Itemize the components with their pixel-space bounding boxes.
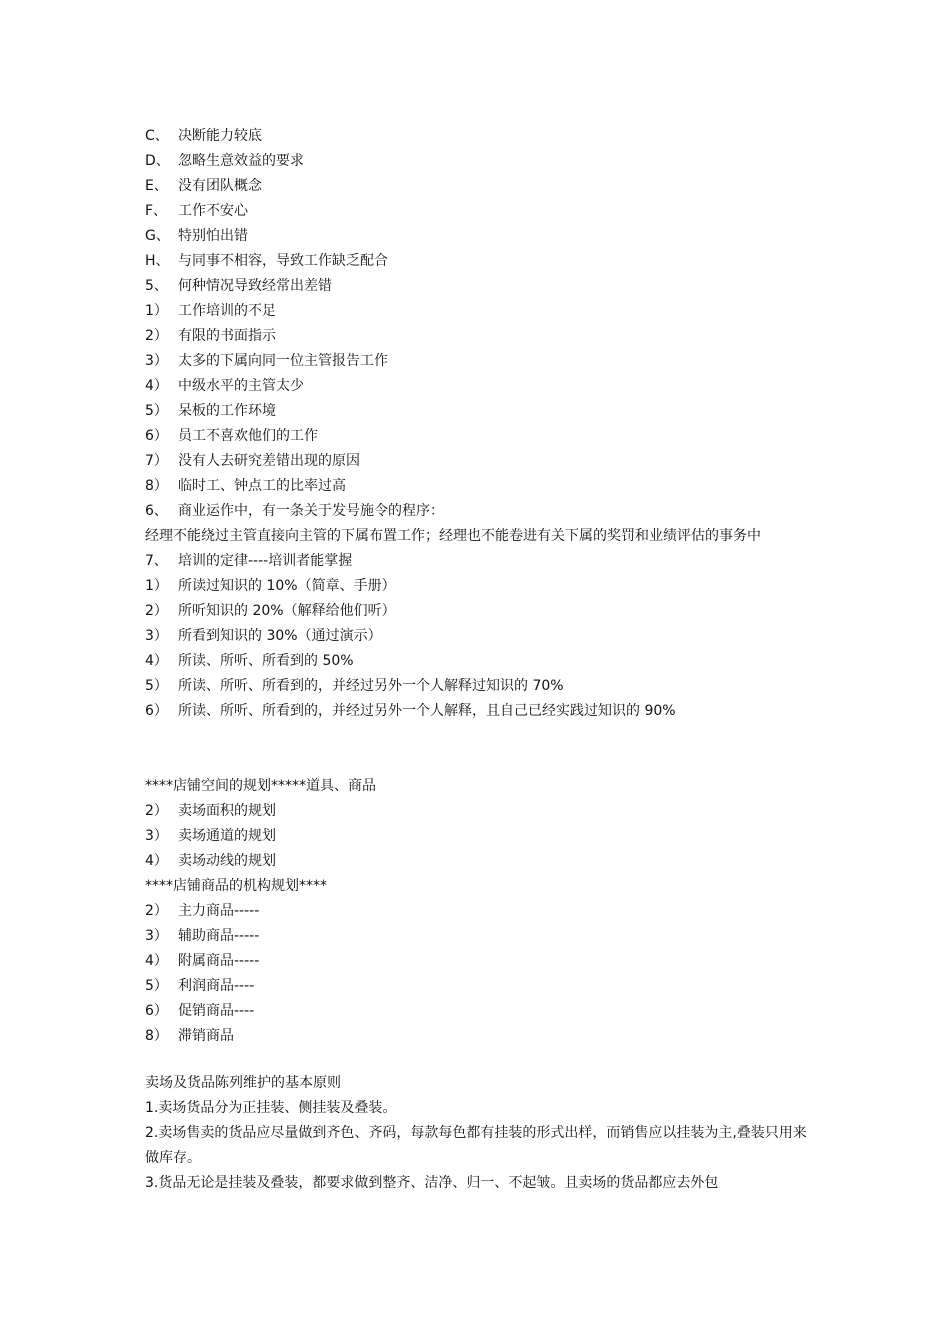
list-item: 4） 卖场动线的规划: [145, 853, 276, 869]
list-item: 5） 利润商品----: [145, 978, 255, 994]
paragraph: 2.卖场售卖的货品应尽量做到齐色、齐码，每款每色都有挂装的形式出样，而销售应以挂装为主,叠装只用来做库存。: [145, 1125, 807, 1166]
list-item: 2） 卖场面积的规划: [145, 803, 276, 819]
list-item: 7） 没有人去研究差错出现的原因: [145, 453, 360, 469]
list-item: C、 决断能力较底: [145, 128, 262, 144]
list-item: 6） 员工不喜欢他们的工作: [145, 428, 318, 444]
document-page: [145, 124, 815, 1196]
list-item: G、 特别怕出错: [145, 228, 248, 244]
list-item: 4） 附属商品-----: [145, 953, 260, 969]
spacer: [145, 1049, 815, 1071]
list-store-space: [145, 799, 815, 874]
list-item: 1） 工作培训的不足: [145, 303, 276, 319]
list-item: E、 没有团队概念: [145, 178, 262, 194]
list-section-5: [145, 299, 815, 499]
list-store-goods: [145, 899, 815, 1049]
display-rules: [145, 1096, 815, 1196]
list-item: D、 忽略生意效益的要求: [145, 153, 304, 169]
list-item: 1） 所读过知识的 10%（简章、手册）: [145, 578, 396, 594]
section-5-heading: 5、 何种情况导致经常出差错: [145, 278, 332, 294]
spacer: [145, 749, 815, 774]
list-item: 6） 促销商品----: [145, 1003, 255, 1019]
list-item: 2） 有限的书面指示: [145, 328, 276, 344]
section-6-paragraph: 经理不能绕过主管直接向主管的下属布置工作；经理也不能卷进有关下属的奖罚和业绩评估的事务中: [145, 528, 761, 544]
paragraph: 1.卖场货品分为正挂装、侧挂装及叠装。: [145, 1100, 397, 1116]
list-item: 4） 所读、所听、所看到的 50%: [145, 653, 354, 669]
display-principles-heading: 卖场及货品陈列维护的基本原则: [145, 1075, 341, 1091]
list-item: 3） 卖场通道的规划: [145, 828, 276, 844]
list-item: 4） 中级水平的主管太少: [145, 378, 304, 394]
list-item: 5） 呆板的工作环境: [145, 403, 276, 419]
section-7-heading: 7、 培训的定律----培训者能掌握: [145, 553, 353, 569]
list-item: 5） 所读、所听、所看到的，并经过另外一个人解释过知识的 70%: [145, 678, 564, 694]
paragraph: 3.货品无论是挂装及叠装，都要求做到整齐、洁净、归一、不起皱。且卖场的货品都应去外包: [145, 1175, 719, 1191]
list-item: 8） 滞销商品: [145, 1028, 234, 1044]
list-item: 3） 所看到知识的 30%（通过演示）: [145, 628, 382, 644]
store-goods-heading: ****店铺商品的机构规划****: [145, 878, 327, 894]
list-item: 6） 所读、所听、所看到的，并经过另外一个人解释，且自己已经实践过知识的 90%: [145, 703, 676, 719]
list-item: F、 工作不安心: [145, 203, 248, 219]
store-space-heading: ****店铺空间的规划*****道具、商品: [145, 778, 376, 794]
section-6-heading: 6、 商业运作中，有一条关于发号施令的程序：: [145, 503, 444, 519]
list-item: H、 与同事不相容，导致工作缺乏配合: [145, 253, 388, 269]
list-item: 3） 辅助商品-----: [145, 928, 260, 944]
list-item: 3） 太多的下属向同一位主管报告工作: [145, 353, 388, 369]
list-item: 2） 所听知识的 20%（解释给他们听）: [145, 603, 396, 619]
list-item: 8） 临时工、钟点工的比率过高: [145, 478, 346, 494]
list-section-7: [145, 574, 815, 724]
list-c-h: [145, 124, 815, 274]
spacer: [145, 724, 815, 749]
list-item: 2） 主力商品-----: [145, 903, 260, 919]
